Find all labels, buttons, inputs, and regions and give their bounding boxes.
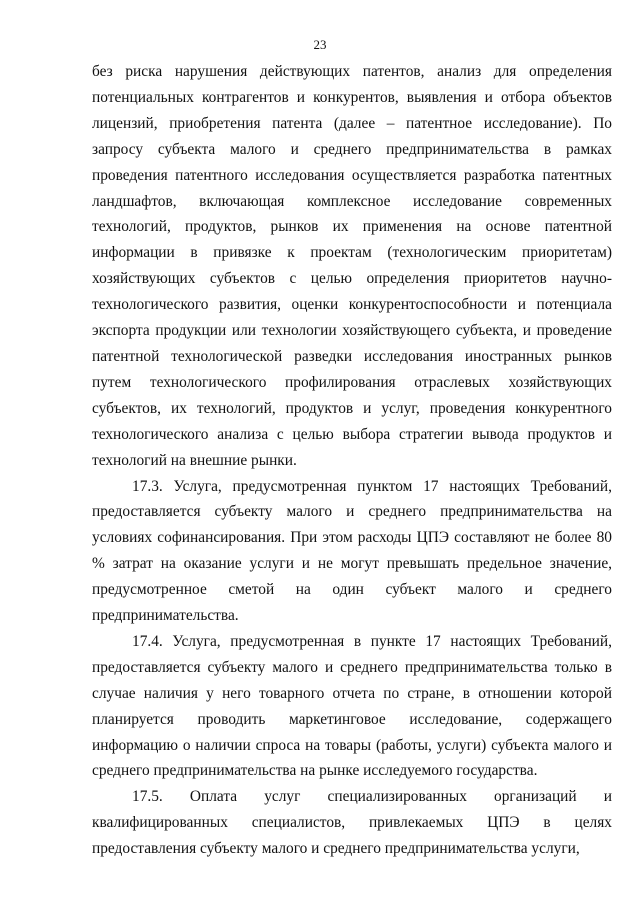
paragraph-continuation: без риска нарушения действующих патентов, анализ для определения потенциальных контрагентов и конкурентов, выявления и отбора объектов лицензий, приобретения патента (далее – патентное исследование). По запросу субъекта малого и среднего предпринимательства в рамках проведения патентного исследования осуществляется разработка патентных ландшафтов, включающая комплексное исследование современных технологий, продуктов, рынков их применения на основе патентной информации в привязке к проектам (технологическим приоритетам) хозяйствующих субъектов с целью определения приоритетов научно-технологического развития, оценки конкурентоспособности и потенциала экспорта продукции или технологии хозяйствующего субъекта, и проведение патентной технологической разведки исследования иностранных рынков путем технологического профилирования отраслевых хозяйствующих субъектов, их технологий, продуктов и услуг, проведения конкурентного технологического анализа с целью выбора стратегии вывода продуктов и технологий на внешние рынки. (92, 63, 612, 469)
document-body (92, 59, 612, 862)
paragraph-clause-17-3: 17.3. Услуга, предусмотренная пунктом 17 настоящих Требований, предоставляется субъекту малого и среднего предпринимательства на условиях софинансирования. При этом расходы ЦПЭ составляют не более 80 % затрат на оказание услуги и не могут превышать предельное значение, предусмотренное сметой на один субъект малого и среднего предпринимательства. (92, 477, 612, 625)
paragraph-clause-17-5: 17.5. Оплата услуг специализированных организаций и квалифицированных специалистов, привлекаемых ЦПЭ в целях предоставления субъекту малого и среднего предпринимательства услуги, (92, 788, 612, 858)
page-number: 23 (313, 37, 327, 52)
paragraph-clause-17-4: 17.4. Услуга, предусмотренная в пункте 17 настоящих Требований, предоставляется субъекту малого и среднего предпринимательства только в случае наличия у него товарного отчета по стране, в отношении которой планируется проводить маркетинговое исследование, содержащего информацию о наличии спроса на товары (работы, услуги) субъекта малого и среднего предпринимательства на рынке исследуемого государства. (92, 632, 612, 780)
